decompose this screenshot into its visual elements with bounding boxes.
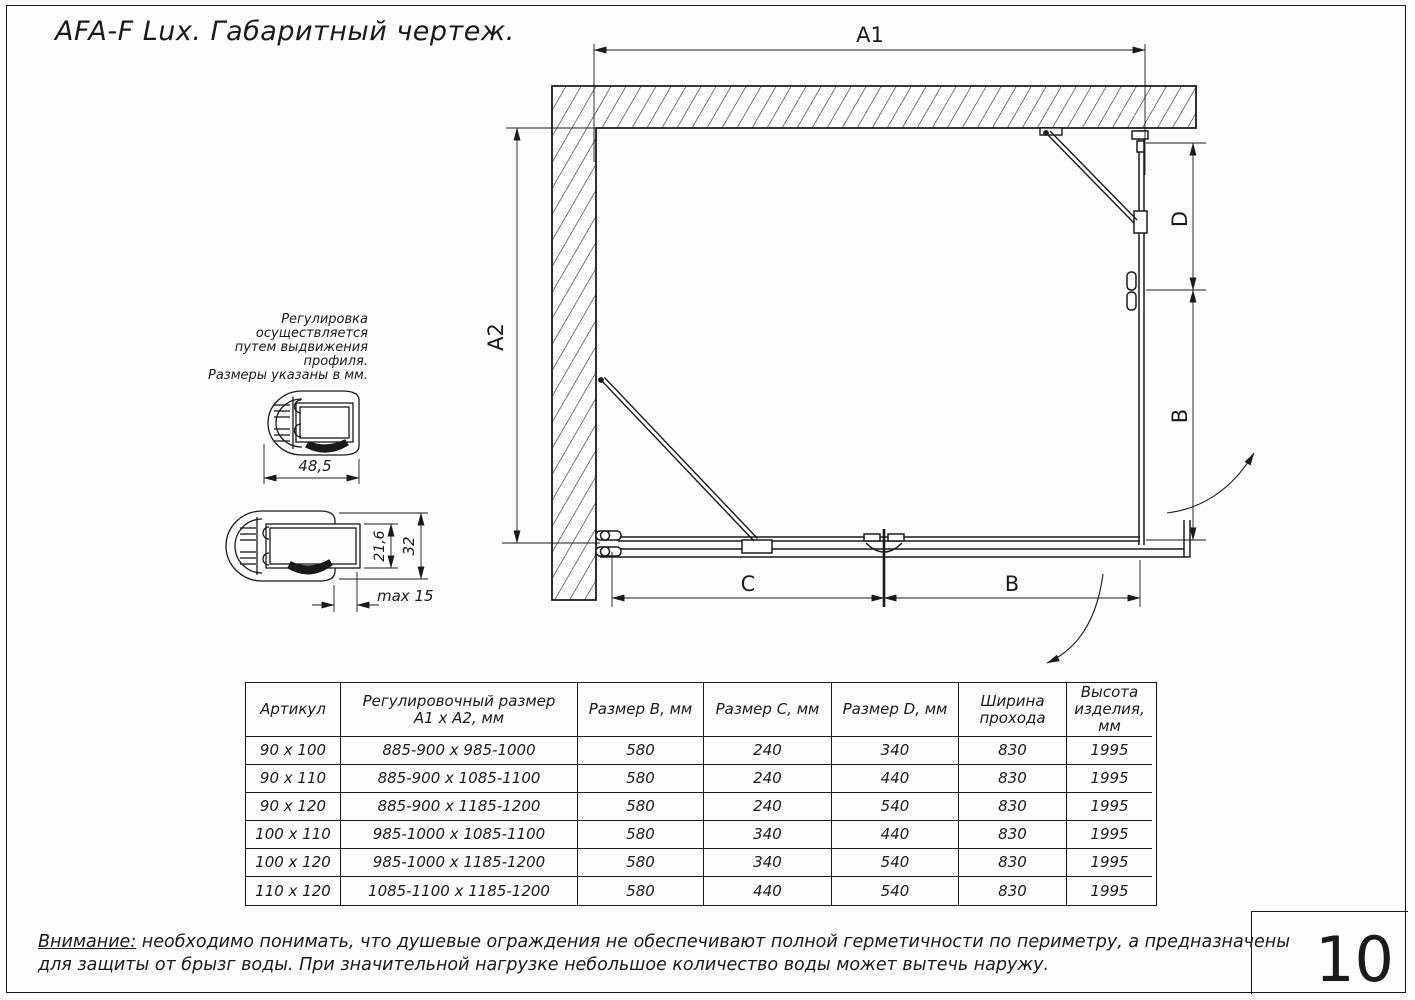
label-b-side: B: [1168, 408, 1192, 424]
table-cell: 830: [959, 765, 1067, 793]
top-hinge-pin: [1137, 141, 1144, 152]
table-cell: 540: [832, 877, 959, 905]
table-cell: 240: [704, 765, 832, 793]
side-glass-panel: [1127, 131, 1148, 545]
door-handle-upper: [1127, 272, 1136, 290]
table-cell: 90 х 110: [246, 765, 341, 793]
col-header-article: Артикул: [246, 683, 341, 737]
table-cell: 340: [704, 849, 832, 877]
table-cell: 340: [704, 821, 832, 849]
table-cell: 1995: [1067, 765, 1152, 793]
profile-section-2: [226, 511, 360, 581]
table-cell: 440: [832, 821, 959, 849]
top-hinge: [1132, 131, 1148, 139]
table-cell: 1995: [1067, 849, 1152, 877]
table-cell: 540: [832, 793, 959, 821]
front-handle-left: [864, 534, 880, 541]
size-table: [245, 682, 1157, 906]
table-cell: 240: [704, 793, 832, 821]
table-cell: 110 х 120: [246, 877, 341, 905]
table-cell: 985-1000 х 1185-1200: [341, 849, 578, 877]
table-cell: 440: [704, 877, 832, 905]
col-header-adjust-size: Регулировочный размер А1 х А2, мм: [341, 683, 578, 737]
label-d-side: D: [1168, 210, 1192, 228]
warning-label: Внимание:: [38, 932, 137, 952]
adjustment-note-line1: Регулировка осуществляется: [255, 312, 368, 341]
table-cell: 580: [578, 737, 704, 765]
table-cell: 985-1000 х 1085-1100: [341, 821, 578, 849]
table-cell: 830: [959, 737, 1067, 765]
table-cell: 100 х 110: [246, 821, 341, 849]
label-b-front: B: [1004, 572, 1020, 596]
front-handle-right: [888, 534, 904, 541]
table-cell: 1995: [1090, 881, 1129, 900]
dimension-c-b-front: [612, 552, 1140, 607]
door-swing-arcs: [1047, 453, 1254, 663]
table-cell: 580: [578, 765, 704, 793]
table-cell: 240: [704, 737, 832, 765]
col-header-size-b: Размер В, мм: [578, 683, 704, 737]
page-number-cell: [1251, 911, 1408, 994]
dimension-d-b-side: [1146, 143, 1206, 540]
table-cell: 1995: [1067, 821, 1152, 849]
label-c-front: C: [740, 572, 756, 596]
support-braces: [599, 128, 1137, 541]
label-profile-max-extension: max 15: [377, 587, 434, 605]
wall-hatched: [552, 86, 1196, 600]
table-cell: 1995: [1067, 793, 1152, 821]
table-cell: 830: [959, 877, 1067, 905]
col-header-size-c: Размер С, мм: [704, 683, 832, 737]
warning-note: [38, 931, 1290, 977]
page-title: AFA-F Lux. Габаритный чертеж.: [55, 16, 515, 47]
adjustment-note-line3: Размеры указаны в мм.: [208, 368, 368, 383]
table-cell: 830: [959, 821, 1067, 849]
table-cell: 830: [959, 793, 1067, 821]
col-header-product-height: Высота изделия, мм: [1067, 683, 1152, 737]
table-cell: 885-900 х 1085-1100: [341, 765, 578, 793]
table-cell: 100 х 120: [246, 849, 341, 877]
table-cell: 540: [832, 849, 959, 877]
warning-line1: Внимание: необходимо понимать, что душевые ограждения не обеспечивают полной герметичности по периметру, а предназначены: [38, 932, 1291, 952]
door-handle-lower: [1127, 292, 1136, 310]
table-cell: 580: [578, 849, 704, 877]
table-cell: 1995: [1067, 737, 1152, 765]
label-profile-width: 48,5: [298, 457, 332, 475]
table-cell: 440: [832, 765, 959, 793]
brace-connector: [1134, 211, 1147, 233]
table-cell: 580: [578, 877, 704, 905]
brace-bracket: [742, 540, 772, 553]
front-glass-panel: [596, 520, 1190, 607]
table-cell: 580: [578, 793, 704, 821]
label-profile-inner-height: 21,6: [372, 530, 388, 562]
table-cell: 90 х 120: [246, 793, 341, 821]
label-profile-outer-height: 32: [400, 536, 418, 556]
table-cell: 885-900 х 985-1000: [341, 737, 578, 765]
table-cell: 1085-1100 х 1185-1200: [341, 877, 578, 905]
warning-line2: для защиты от брызг воды. При значительной нагрузке небольшое количество воды может вытечь наружу.: [38, 955, 1050, 975]
table-cell: 90 х 100: [246, 737, 341, 765]
table-cell: 830: [959, 849, 1067, 877]
col-header-size-d: Размер D, мм: [832, 683, 959, 737]
col-header-pass-width: Ширина прохода: [959, 683, 1067, 737]
table-cell: 580: [578, 821, 704, 849]
adjustment-note-line2: путем выдвижения профиля.: [234, 340, 368, 369]
label-a2: A2: [484, 323, 508, 351]
table-cell: 885-900 х 1185-1200: [341, 793, 578, 821]
page-number: 10: [1315, 923, 1394, 996]
label-a1: A1: [856, 23, 884, 47]
profile-section-1: [268, 391, 359, 455]
table-cell: 340: [832, 737, 959, 765]
